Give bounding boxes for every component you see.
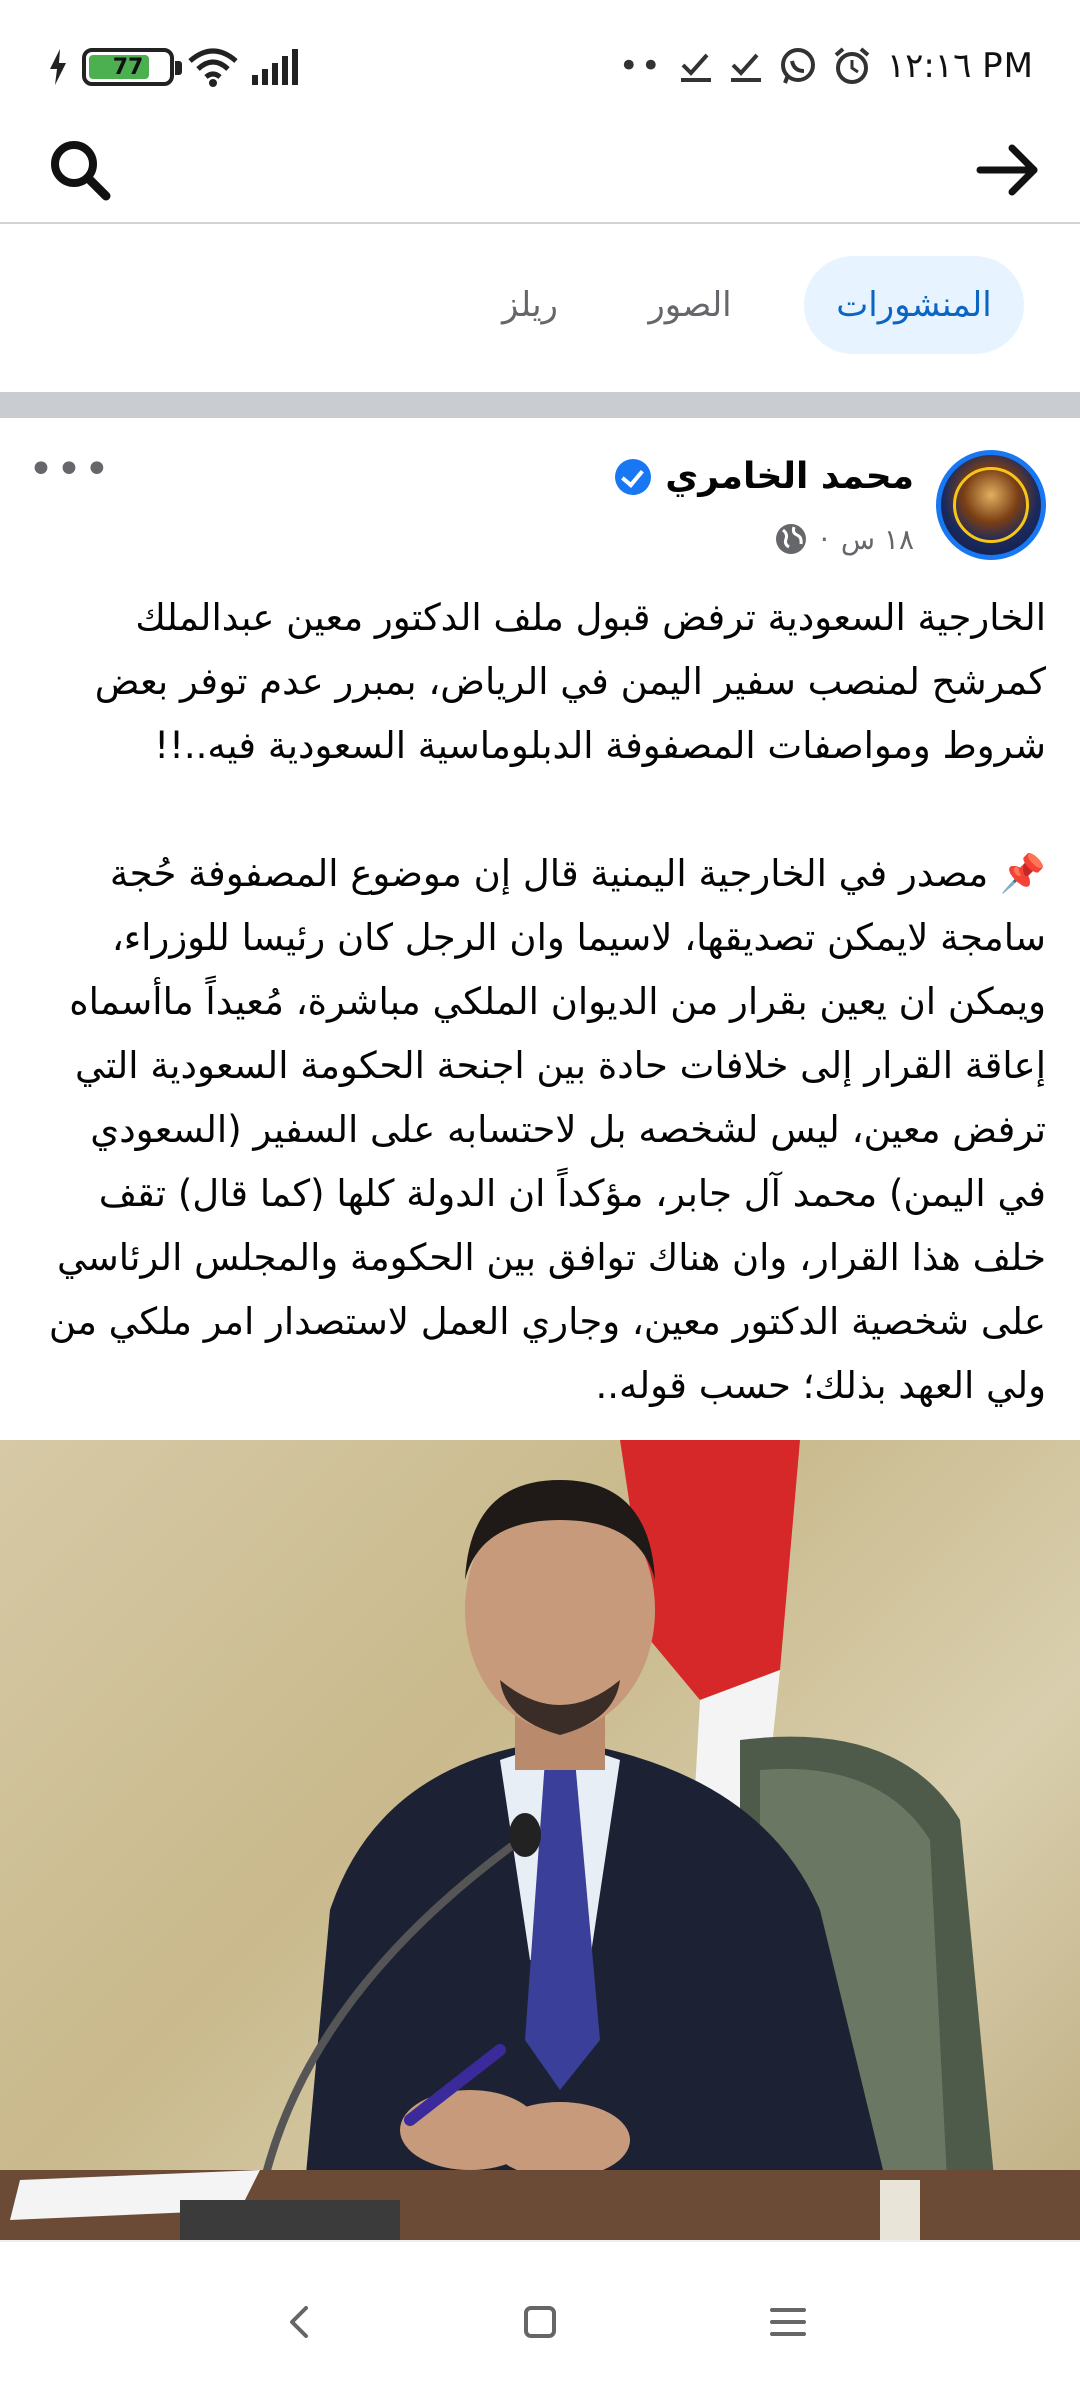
post-paragraph-2: 📌 مصدر في الخارجية اليمنية قال إن موضوع المصفوفة حُجة سامجة لايمكن تصديقها، لاسيما وان الرجل كان رئيسا للوزراء، ويمكن ان يعين بقرار من الديوان الملكي مباشرة، مُعيداً ماأسماه إعاقة القرار إلى خلافات حادة بين اجنحة الحكومة السعودية التي ترفض معين، ليس لشخصه بل لاحتسابه على السفير (السعودي في اليمن) محمد آل جابر، مؤكداً ان الدولة كلها (كما قال) تقف خلف هذا القرار، وان هناك توافق بين الحكومة والمجلس الرئاسي على شخصية الدكتور معين، وجاري العمل لاستصدار امر ملكي من ولي العهد بذلك؛ حسب قوله.. [37,852,1046,1407]
tab-posts-label: المنشورات [836,285,992,325]
section-divider [0,392,1080,418]
tab-photos-label: الصور [648,285,732,325]
status-bar [0,0,1080,130]
post-time[interactable]: ١٨ س [840,522,914,556]
whatsapp-icon [779,47,817,85]
alarm-icon [833,47,871,85]
tab-reels-label: ريلز [502,285,558,325]
profile-tabs [0,224,1080,390]
nav-home-icon[interactable] [504,2286,576,2358]
app-bar [0,120,1080,224]
charging-icon [48,49,68,85]
arrow-right-icon[interactable] [972,134,1044,206]
globe-icon [774,522,808,556]
post-photo[interactable] [0,1440,1080,2240]
system-nav-bar [0,2240,1080,2402]
more-dots-icon[interactable]: ••• [28,444,112,495]
nav-menu-icon[interactable] [752,2286,824,2358]
tab-posts[interactable] [804,256,1024,354]
avatar-ring [953,467,1029,543]
avatar[interactable] [936,450,1046,560]
wifi-icon [188,47,238,87]
author-name[interactable]: محمد الخامري [665,456,914,497]
post-paragraph-1: الخارجية السعودية ترفض قبول ملف الدكتور معين عبدالملك كمرشح لمنصب سفير اليمن في الرياض، بمبرر عدم توفر بعض شروط ومواصفات المصفوفة الدبلوماسية السعودية فيه..!! [82,596,1046,767]
signal-icon [252,49,302,85]
battery-level: 77 [112,54,144,80]
author-row [615,456,914,497]
status-dots: •• [618,46,663,86]
status-left [48,44,302,90]
status-right [619,40,1034,92]
post-text [34,586,1046,1418]
post-meta [774,522,914,556]
post-header [0,420,1080,570]
tab-photos[interactable] [610,256,770,354]
battery-icon [82,48,174,86]
status-time: ١٢:١٦ PM [886,46,1034,86]
check-icon [679,49,713,83]
search-icon[interactable] [44,134,116,206]
nav-back-icon[interactable] [264,2286,336,2358]
check-icon [729,49,763,83]
verified-badge-icon [615,459,651,495]
photo-illustration [0,1440,1080,2240]
meta-separator: · [819,522,829,556]
tab-reels[interactable] [460,256,600,354]
